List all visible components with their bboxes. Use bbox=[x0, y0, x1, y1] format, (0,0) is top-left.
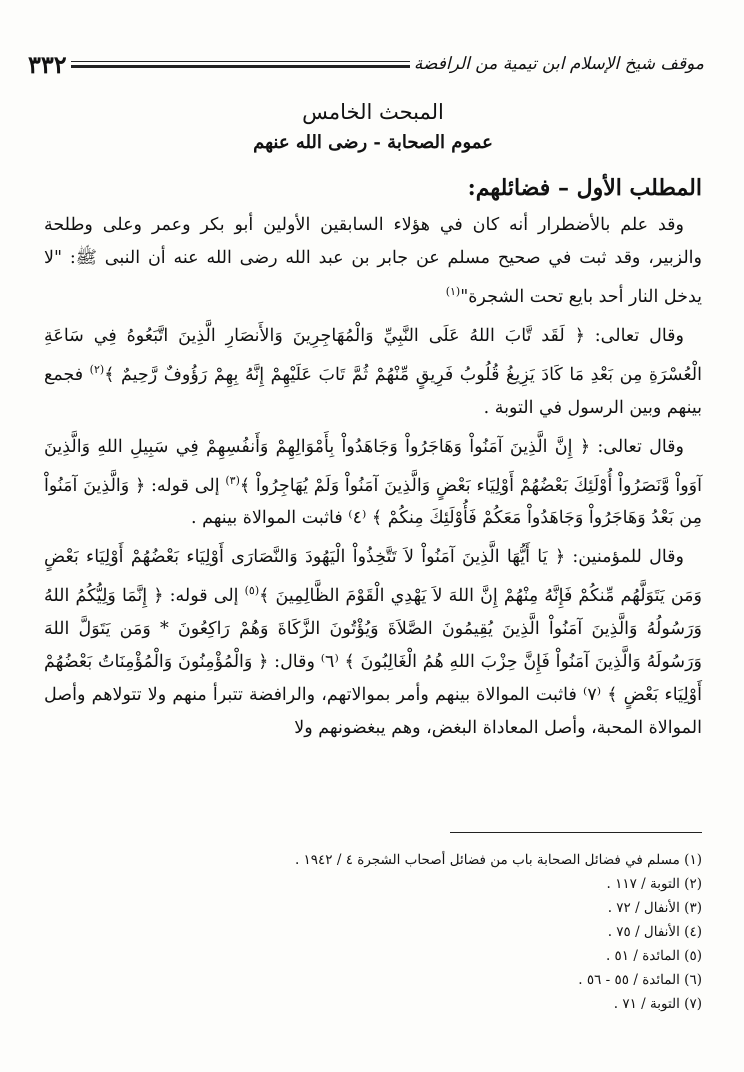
paragraph bbox=[44, 320, 702, 425]
footnote-reference: (٢) bbox=[89, 362, 105, 376]
page-header bbox=[22, 40, 712, 88]
footnote-item: (٢) التوبة / ١١٧ . bbox=[606, 876, 702, 892]
paragraph bbox=[44, 209, 702, 314]
footnote-reference: (١) bbox=[445, 285, 461, 298]
footnote-reference: (٥) bbox=[244, 584, 260, 598]
footnotes bbox=[270, 848, 702, 1016]
footnote-item: (٣) الأنفال / ٧٢ . bbox=[607, 900, 702, 916]
footnote-reference: (٣) bbox=[225, 473, 240, 487]
section-subtitle: عموم الصحابة - رضى الله عنهم bbox=[253, 132, 493, 153]
paragraph bbox=[44, 431, 702, 536]
paragraph-text: وقال للمؤمنين: ﴿ يَا أَيُّهَا الَّذِينَ آمَنُواْ لاَ تَتَّخِذُواْ الْيَهُودَ وَالنَّصَارَى أَوْلِيَاء بَعْضُهُمْ أَوْلِيَاء بَعْضٍ وَمَن يَتَوَلَّهُم مِّنكُمْ فَإِنَّهُ مِنْهُمْ إِنَّ اللهَ لاَ يَهْدِي الْقَوْمَ الظَّالِمِينَ ﴾ bbox=[44, 547, 702, 607]
section-title: المبحث الخامس bbox=[302, 100, 444, 124]
footnote-item: (٧) التوبة / ٧١ . bbox=[613, 996, 702, 1012]
footnote-item: (٦) المائدة / ٥٥ - ٥٦ . bbox=[578, 972, 702, 988]
running-title: موقف شيخ الإسلام ابن تيمية من الرافضة bbox=[413, 54, 704, 74]
paragraph-tail: فجمع بينهم وبين الرسول في التوبة . bbox=[44, 364, 702, 418]
subheading: المطلب الأول – فضائلهم: bbox=[467, 175, 702, 201]
paragraph-text: وقال تعالى: ﴿ لَقَد تَّابَ اللهُ عَلَى النَّبِيِّ وَالْمُهَاجِرِينَ وَالأَنصَارِ الَّذِينَ اتَّبَعُوهُ فِي سَاعَةِ الْعُسْرَةِ مِن بَعْدِ مَا كَادَ يَزِيغُ قُلُوبُ فَرِيقٍ مِّنْهُمْ ثُمَّ تَابَ عَلَيْهِمْ إِنَّهُ بِهِمْ رَؤُوفٌ رَّحِيمٌ ﴾ bbox=[44, 325, 702, 385]
footnote-item: (٥) المائدة / ٥١ . bbox=[605, 948, 702, 964]
paragraph-text: وقد علم بالأضطرار أنه كان في هؤلاء السابقين الأولين أبو بكر وعمر وعلى وطلحة والزبير، وقد ثبت في صحيح مسلم عن جابر بن عبد الله رضى الله عنه أن النبى ﷺ: "لا يدخل النار أحد بايع تحت الشجرة" bbox=[44, 215, 702, 307]
footnote-item: (١) مسلم في فضائل الصحابة باب من فضائل أصحاب الشجرة ٤ / ١٩٤٢ . bbox=[294, 852, 702, 868]
paragraph-tail: إلى قوله: ﴿ وَالَّذِينَ آمَنُواْ مِن بَعْدُ وَهَاجَرُواْ وَجَاهَدُواْ مَعَكُمْ فَأُوْلَئِكَ مِنكُمْ ﴾ ⁽٤⁾ فاثبت الموالاة بينهم . bbox=[44, 475, 702, 529]
header-rule bbox=[71, 61, 410, 68]
paragraph-tail: إلى قوله: ﴿ إِنَّمَا وَلِيُّكُمُ اللهُ وَرَسُولُهُ وَالَّذِينَ آمَنُواْ الَّذِينَ يُقِيمُونَ الصَّلاَةَ وَيُؤْتُونَ الزَّكَاةَ وَهُمْ رَاكِعُونَ * وَمَن يَتَوَلَّ اللهَ وَرَسُولَهُ وَالَّذِينَ آمَنُواْ فَإِنَّ حِزْبَ اللهِ هُمُ الْغَالِبُونَ ﴾ ⁽٦⁾ وقال: ﴿ وَالْمُؤْمِنُونَ وَالْمُؤْمِنَاتُ بَعْضُهُمْ أَوْلِيَاء بَعْضٍ ﴾ ⁽٧⁾ فاثبت الموالاة بينهم وأمر بموالاتهم، والرافضة تتبرأ منهم ولا تتولاهم وأصل الموالاة المحبة، وأصل المعاداة البغض، وهم يبغضونهم ولا bbox=[44, 586, 702, 739]
paragraph bbox=[44, 541, 702, 745]
page-number: ٣٣٢ bbox=[28, 49, 67, 79]
paragraph-text: وقال تعالى: ﴿ إِنَّ الَّذِينَ آمَنُواْ وَهَاجَرُواْ وَجَاهَدُواْ بِأَمْوَالِهِمْ وَأَنفُسِهِمْ فِي سَبِيلِ اللهِ وَالَّذِينَ آوَواْ وَّنَصَرُواْ أُوْلَئِكَ بَعْضُهُمْ أَوْلِيَاء بَعْضٍ وَالَّذِينَ آمَنُواْ وَلَمْ يُهَاجِرُواْ ﴾ bbox=[44, 436, 702, 496]
footnote-separator bbox=[450, 832, 702, 833]
page-body bbox=[44, 96, 702, 751]
footnote-item: (٤) الأنفال / ٧٥ . bbox=[607, 924, 702, 940]
